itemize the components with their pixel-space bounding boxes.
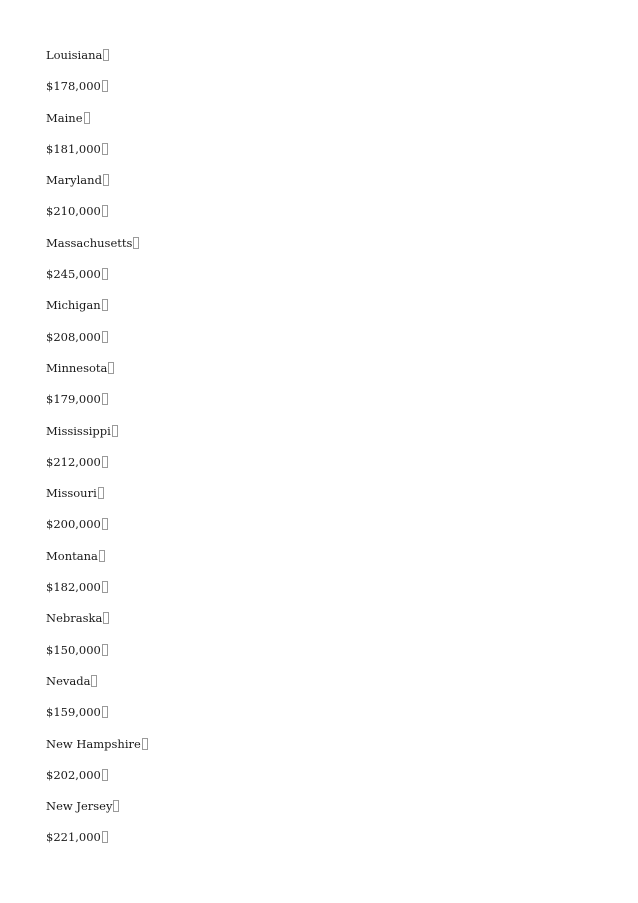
missing-glyph-box-icon — [103, 49, 109, 61]
state-name-text: Maryland — [46, 173, 102, 188]
missing-glyph-box-icon — [113, 800, 119, 812]
price-line — [46, 829, 148, 860]
state-name-line — [46, 798, 148, 829]
price-line — [46, 704, 148, 735]
price-line — [46, 579, 148, 610]
missing-glyph-box-icon — [102, 143, 108, 155]
missing-glyph-box-icon — [102, 706, 108, 718]
missing-glyph-box-icon — [103, 174, 109, 186]
price-line — [46, 203, 148, 234]
missing-glyph-box-icon — [84, 112, 90, 124]
missing-glyph-box-icon — [102, 393, 108, 405]
price-line — [46, 516, 148, 547]
state-name-line — [46, 673, 148, 704]
price-text: $202,000 — [46, 767, 101, 782]
missing-glyph-box-icon — [142, 738, 148, 750]
state-name-text: Nevada — [46, 673, 91, 688]
missing-glyph-box-icon — [102, 205, 108, 217]
missing-glyph-box-icon — [103, 612, 109, 624]
missing-glyph-box-icon — [102, 518, 108, 530]
state-name-text: Michigan — [46, 298, 101, 313]
price-line — [46, 642, 148, 673]
missing-glyph-box-icon — [102, 831, 108, 843]
missing-glyph-box-icon — [133, 237, 139, 249]
missing-glyph-box-icon — [108, 362, 114, 374]
state-name-line — [46, 610, 148, 641]
price-text: $245,000 — [46, 267, 101, 282]
price-text: $221,000 — [46, 830, 101, 845]
missing-glyph-box-icon — [102, 268, 108, 280]
state-name-text: Mississippi — [46, 423, 111, 438]
state-name-line — [46, 548, 148, 579]
missing-glyph-box-icon — [102, 80, 108, 92]
price-line — [46, 78, 148, 109]
state-name-text: New Jersey — [46, 799, 113, 814]
state-name-line — [46, 485, 148, 516]
price-text: $181,000 — [46, 141, 101, 156]
missing-glyph-box-icon — [99, 550, 105, 562]
state-name-text: Nebraska — [46, 611, 103, 626]
missing-glyph-box-icon — [102, 299, 108, 311]
state-name-text: Montana — [46, 548, 98, 563]
missing-glyph-box-icon — [98, 487, 104, 499]
state-name-text: New Hampshire — [46, 736, 141, 751]
missing-glyph-box-icon — [91, 675, 97, 687]
price-line — [46, 329, 148, 360]
price-line — [46, 391, 148, 422]
state-name-line — [46, 110, 148, 141]
price-text: $210,000 — [46, 204, 101, 219]
state-name-line — [46, 172, 148, 203]
state-name-text: Massachusetts — [46, 235, 133, 250]
state-name-text: Louisiana — [46, 48, 103, 62]
state-name-line — [46, 360, 148, 391]
price-text: $150,000 — [46, 642, 101, 657]
price-text: $208,000 — [46, 329, 101, 344]
state-name-line — [46, 423, 148, 454]
price-text: $212,000 — [46, 454, 101, 469]
state-name-line — [46, 235, 148, 266]
price-line — [46, 454, 148, 485]
price-text: $159,000 — [46, 705, 101, 720]
price-line — [46, 767, 148, 798]
state-name-line — [46, 736, 148, 767]
missing-glyph-box-icon — [102, 581, 108, 593]
price-line — [46, 266, 148, 297]
state-name-text: Missouri — [46, 486, 97, 501]
state-name-line — [46, 47, 148, 78]
price-text: $178,000 — [46, 79, 101, 94]
missing-glyph-box-icon — [102, 644, 108, 656]
price-text: $179,000 — [46, 392, 101, 407]
price-line — [46, 141, 148, 172]
state-name-text: Maine — [46, 110, 83, 125]
price-text: $200,000 — [46, 517, 101, 532]
missing-glyph-box-icon — [102, 456, 108, 468]
price-text: $182,000 — [46, 580, 101, 595]
missing-glyph-box-icon — [112, 425, 118, 437]
missing-glyph-box-icon — [102, 769, 108, 781]
missing-glyph-box-icon — [102, 331, 108, 343]
text-lines — [46, 47, 148, 861]
state-name-text: Minnesota — [46, 360, 108, 375]
state-name-line — [46, 297, 148, 328]
